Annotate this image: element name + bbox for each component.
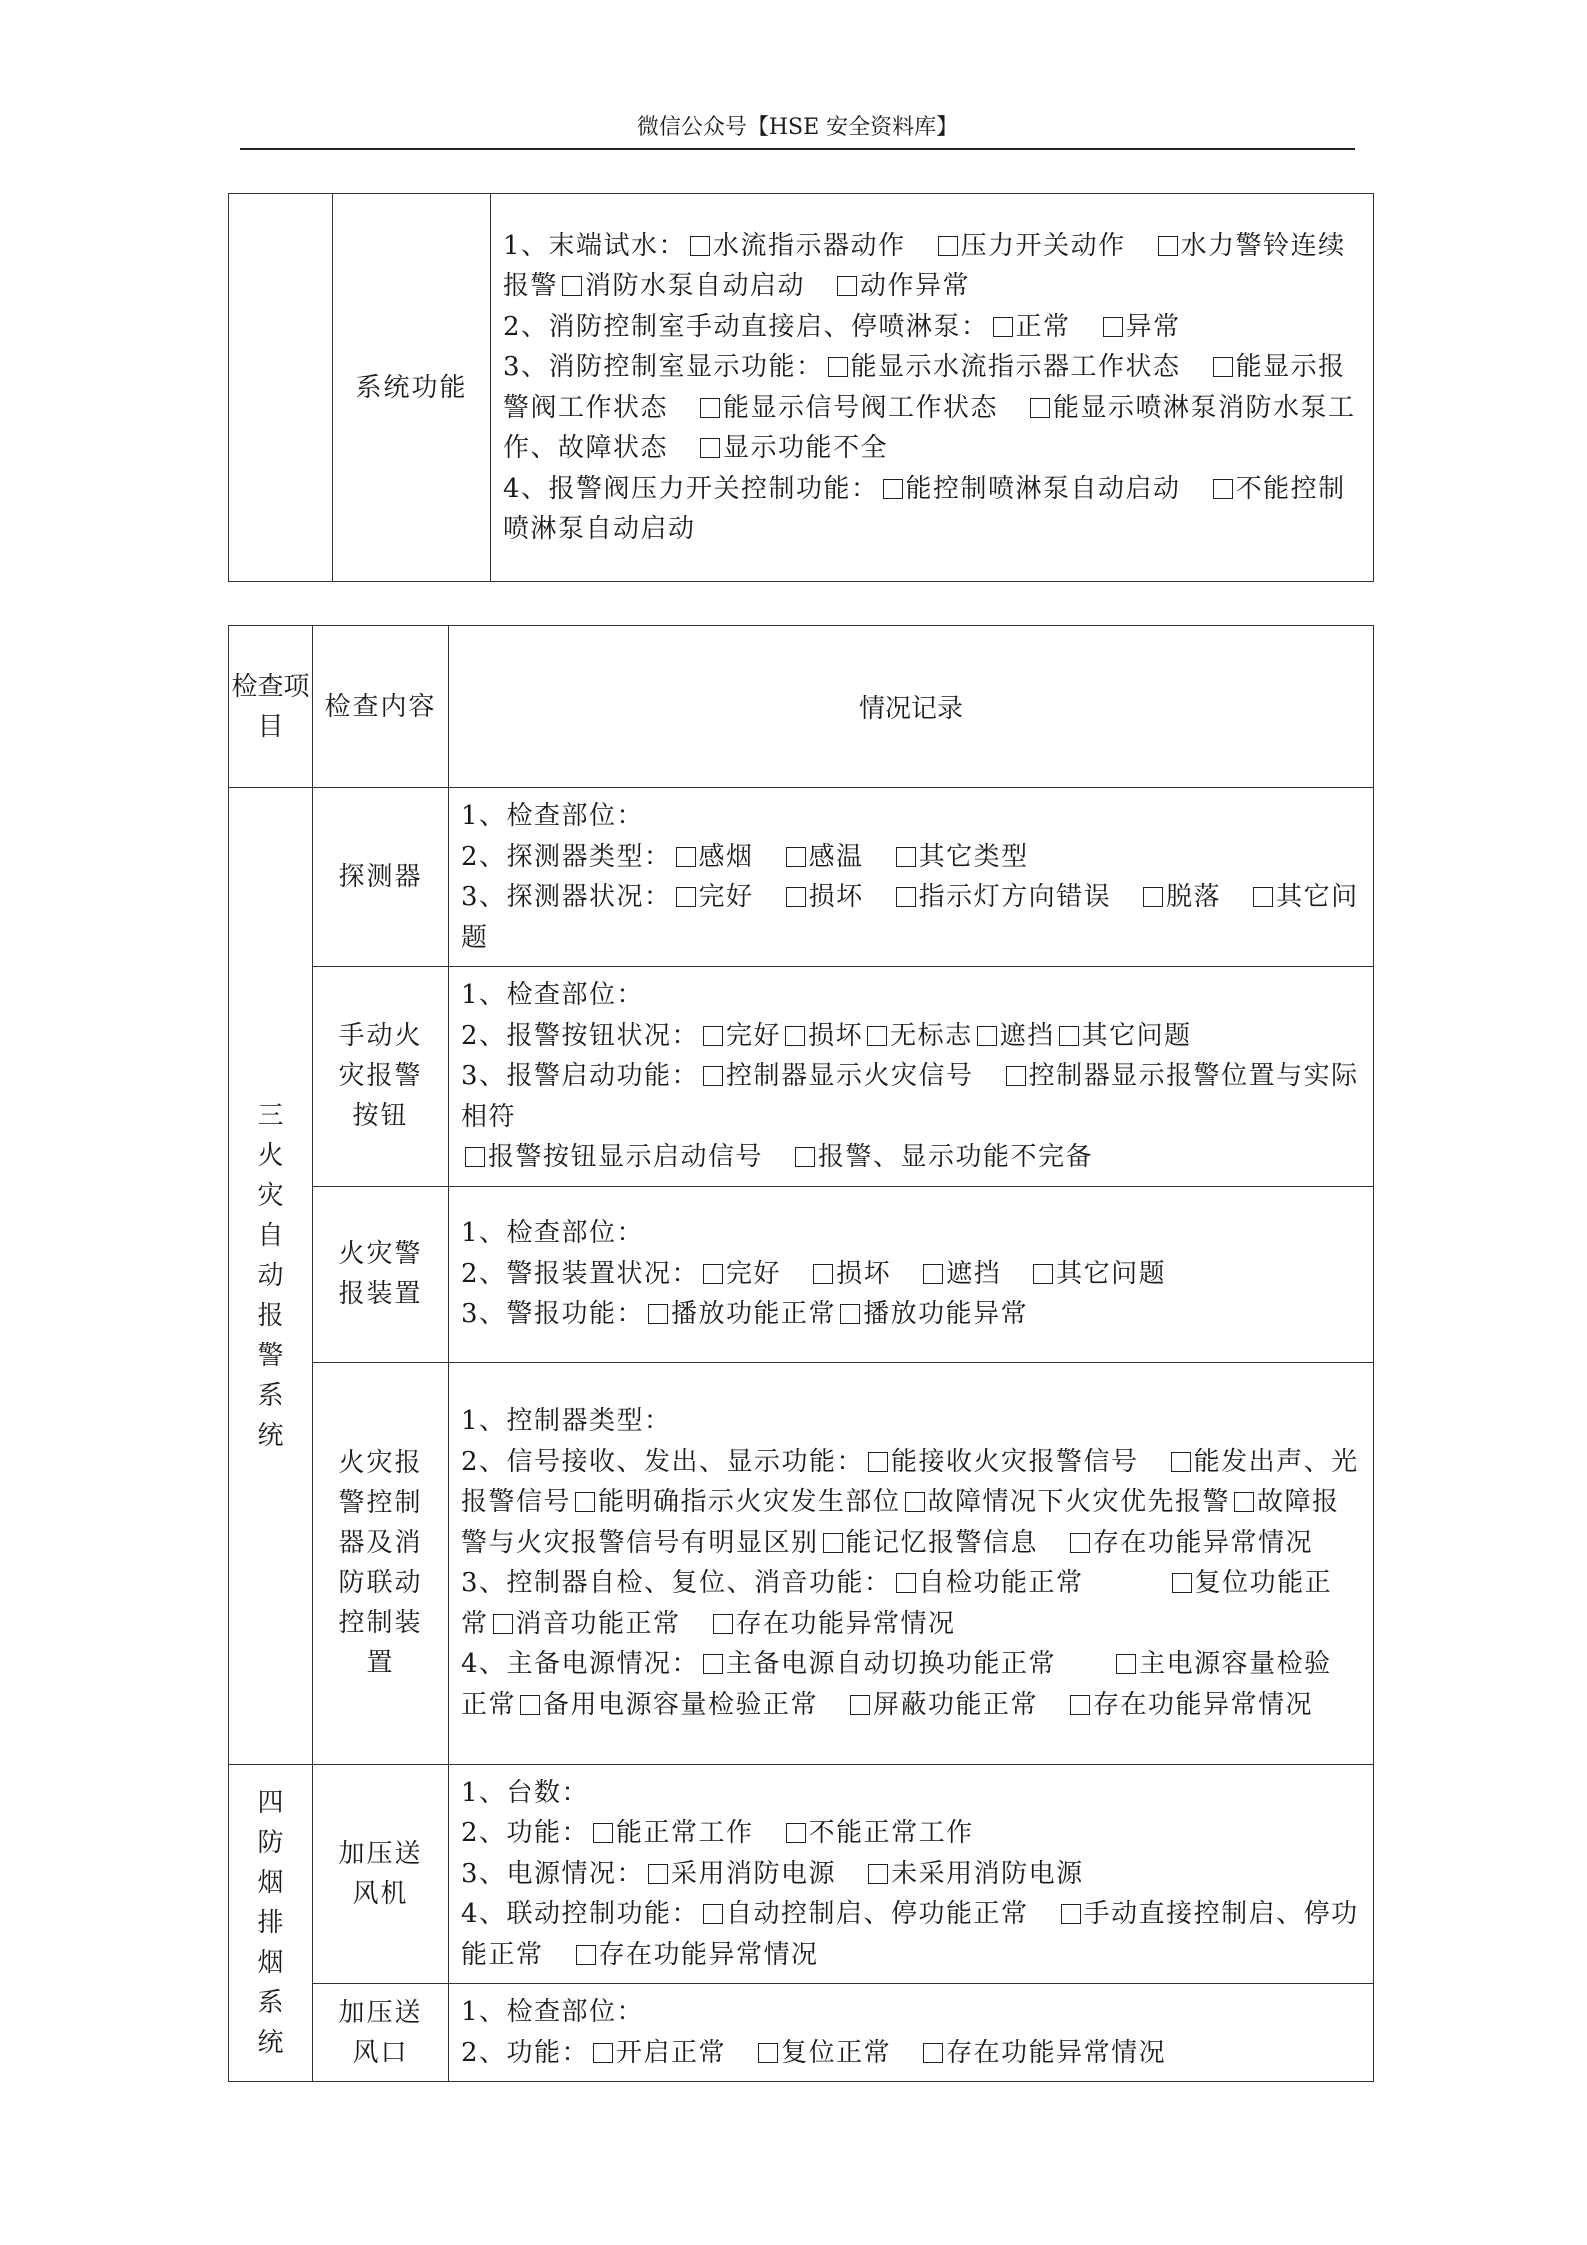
header-check-content: 检查内容 (313, 626, 449, 788)
checkbox[interactable] (1006, 1066, 1026, 1086)
checkbox[interactable] (850, 1695, 870, 1715)
label-pressurized-vent: 加压送风口 (313, 1984, 449, 2082)
controller-content: 1、控制器类型： 2、信号接收、发出、显示功能： 能接收火灾报警信号 能发出声、光报警信号 能明确指示火灾发生部位 故障情况下火灾优先报警 故障报警与火灾报警信号有明显区别 能记忆报警信息 存在功能异常情况 3、控制器自检、复位、消音功能： 自检功能正常 复位功能正常 消音功能正常 存在功能异常情况 4、主备电源情况： 主备电源自动切换功能正常 主电源容量检验正常 备用电源容量检验正常 屏蔽功能正常 存在功能异常情况 (449, 1362, 1374, 1764)
checkbox[interactable] (1158, 236, 1178, 256)
checkbox[interactable] (703, 1026, 723, 1046)
label-fire-alarm-device: 火灾警报装置 (313, 1186, 449, 1362)
checkbox[interactable] (1234, 1492, 1254, 1512)
checkbox[interactable] (758, 2043, 778, 2063)
checkbox[interactable] (1116, 1654, 1136, 1674)
checkbox[interactable] (905, 1492, 925, 1512)
checkbox[interactable] (867, 1026, 887, 1046)
checkbox[interactable] (896, 847, 916, 867)
checkbox[interactable] (493, 1614, 513, 1634)
checkbox[interactable] (690, 236, 710, 256)
checkbox[interactable] (700, 398, 720, 418)
header-check-item: 检查项目 (229, 626, 313, 788)
header-record: 情况记录 (449, 626, 1374, 788)
sprinkler-function-table (228, 193, 1374, 582)
checkbox[interactable] (813, 1264, 833, 1284)
page-header: 微信公众号【HSE 安全资料库】 (636, 115, 959, 140)
checkbox[interactable] (520, 1695, 540, 1715)
checkbox[interactable] (703, 1904, 723, 1924)
checkbox[interactable] (562, 276, 582, 296)
checkbox[interactable] (868, 1452, 888, 1472)
checkbox[interactable] (676, 847, 696, 867)
checkbox[interactable] (576, 1945, 596, 1965)
label-manual-alarm-button: 手动火灾报警按钮 (313, 967, 449, 1187)
checkbox[interactable] (1059, 1026, 1079, 1046)
checkbox[interactable] (923, 1264, 943, 1284)
checkbox[interactable] (993, 317, 1013, 337)
fire-alarm-device-content: 1、检查部位： 2、警报装置状况： 完好 损坏 遮挡 其它问题 3、警报功能： 播放功能正常 播放功能异常 (449, 1186, 1374, 1362)
checkbox[interactable] (1172, 1573, 1192, 1593)
checkbox[interactable] (823, 1533, 843, 1553)
detector-content: 1、检查部位： 2、探测器类型： 感烟 感温 其它类型 3、探测器状况： 完好 损坏 指示灯方向错误 脱落 其它问题 (449, 788, 1374, 967)
checkbox[interactable] (703, 1264, 723, 1284)
checkbox[interactable] (923, 2043, 943, 2063)
checkbox[interactable] (1213, 479, 1233, 499)
pressurized-fan-content: 1、台数： 2、功能： 能正常工作 不能正常工作 3、电源情况： 采用消防电源 未采用消防电源 4、联动控制功能： 自动控制启、停功能正常 手动直接控制启、停功能正常 存在功能异常情况 (449, 1764, 1374, 1984)
checkbox[interactable] (465, 1147, 485, 1167)
system-function-content: 1、末端试水： 水流指示器动作 压力开关动作 水力警铃连续报警 消防水泵自动启动 动作异常 2、消防控制室手动直接启、停喷淋泵： 正常 异常 3、消防控制室显示功能： 能显示水流指示器工作状态 能显示报警阀工作状态 能显示信号阀工作状态 能显示喷淋泵消防水泵工作、故障状态 显示功能不全 4、报警阀压力开关控制功能： 能控制喷淋泵自动启动 不能控制喷淋泵自动启动 (491, 194, 1374, 582)
checkbox[interactable] (1033, 1264, 1053, 1284)
checkbox[interactable] (1253, 887, 1273, 907)
header-rule (240, 148, 1355, 150)
label-pressurized-fan: 加压送风机 (313, 1764, 449, 1984)
pressurized-vent-content: 1、检查部位： 2、功能： 开启正常 复位正常 存在功能异常情况 (449, 1984, 1374, 2082)
checkbox[interactable] (868, 1864, 888, 1884)
checkbox[interactable] (896, 887, 916, 907)
label-detector: 探测器 (313, 788, 449, 967)
checkbox[interactable] (1030, 398, 1050, 418)
checkbox[interactable] (938, 236, 958, 256)
checkbox[interactable] (676, 887, 696, 907)
checkbox[interactable] (648, 1864, 668, 1884)
checkbox[interactable] (840, 1304, 860, 1324)
checkbox[interactable] (700, 438, 720, 458)
checkbox[interactable] (786, 887, 806, 907)
label-fire-alarm-controller: 火灾报警控制器及消防联动控制装置 (313, 1362, 449, 1764)
checkbox[interactable] (977, 1026, 997, 1046)
checkbox[interactable] (1070, 1695, 1090, 1715)
checkbox[interactable] (648, 1304, 668, 1324)
checkbox[interactable] (883, 479, 903, 499)
checkbox[interactable] (795, 1147, 815, 1167)
checkbox[interactable] (828, 357, 848, 377)
checkbox[interactable] (1103, 317, 1123, 337)
manual-alarm-content: 1、检查部位： 2、报警按钮状况： 完好 损坏 无标志 遮挡 其它问题 3、报警启动功能： 控制器显示火灾信号 控制器显示报警位置与实际相符 报警按钮显示启动信号 报警、显示功能不完备 (449, 967, 1374, 1187)
checkbox[interactable] (896, 1573, 916, 1593)
checkbox[interactable] (786, 847, 806, 867)
checkbox[interactable] (1171, 1452, 1191, 1472)
section-smoke-control: 四防烟排烟系统 (229, 1764, 313, 2082)
checkbox[interactable] (1213, 357, 1233, 377)
checkbox[interactable] (837, 276, 857, 296)
inspection-table (228, 625, 1374, 2082)
checkbox[interactable] (785, 1026, 805, 1046)
section-fire-alarm: 三火灾自动报警系统 (229, 788, 313, 1765)
checkbox[interactable] (703, 1654, 723, 1674)
checkbox[interactable] (593, 2043, 613, 2063)
blank-item-cell (229, 194, 333, 582)
checkbox[interactable] (1061, 1904, 1081, 1924)
checkbox[interactable] (593, 1823, 613, 1843)
label-system-function: 系统功能 (333, 194, 491, 582)
checkbox[interactable] (575, 1492, 595, 1512)
checkbox[interactable] (713, 1614, 733, 1634)
checkbox[interactable] (786, 1823, 806, 1843)
checkbox[interactable] (703, 1066, 723, 1086)
checkbox[interactable] (1070, 1533, 1090, 1553)
checkbox[interactable] (1143, 887, 1163, 907)
